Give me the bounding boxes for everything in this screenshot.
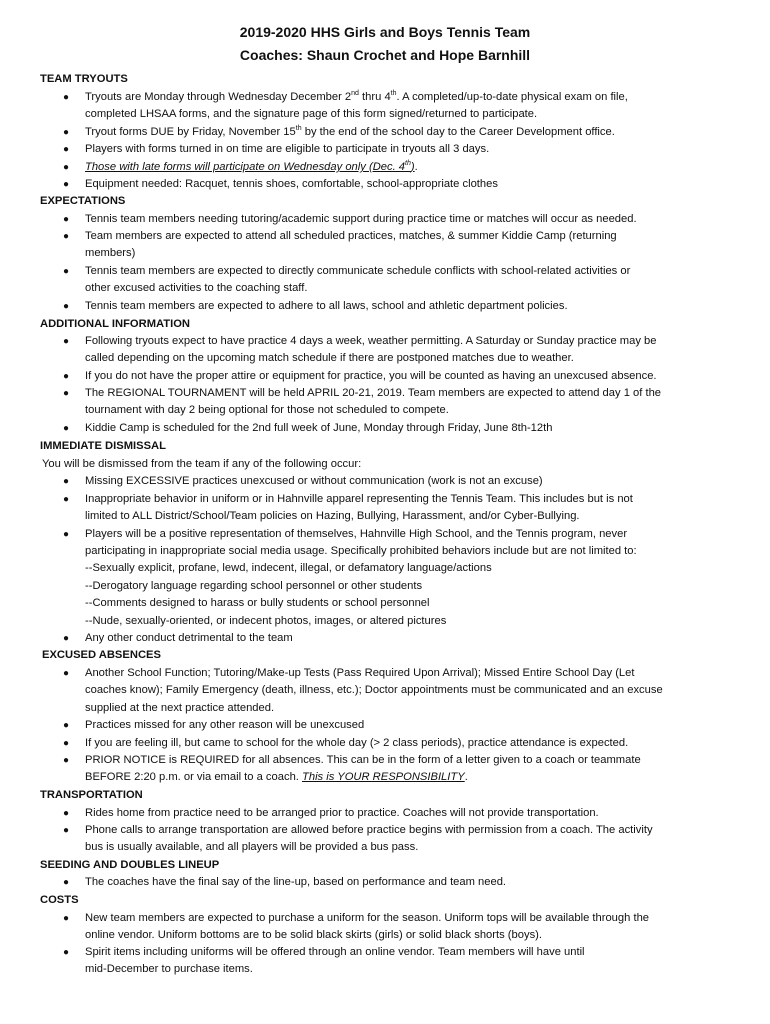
bullet-icon: ●: [63, 127, 70, 138]
list-item: New team members are expected to purchase a uniform for the season. Uniform tops will be available through the online vendor. Uniform bottoms are to be solid black skirts (girls) or solid black shorts (boys).: [85, 912, 650, 942]
list-item: The coaches have the final say of the line-up, based on performance and team need.: [85, 876, 507, 888]
section-heading-transportation: TRANSPORTATION: [40, 789, 143, 801]
list-item: Inappropriate behavior in uniform or in Hahnville apparel representing the Tennis Team. This includes but is not limited to ALL District/School/Team policies on Hazing, Bullying, Harassment, and/or Cyber-Bullying.: [85, 493, 633, 523]
list-item: Tennis team members are expected to directly communicate schedule conflicts with school-related activities or other excused activities to the coaching staff.: [85, 265, 631, 295]
bullet-icon: ●: [63, 633, 70, 644]
list-item: Any other conduct detrimental to the team: [85, 632, 293, 644]
bullet-icon: ●: [63, 529, 70, 540]
section-heading-seeding: SEEDING AND DOUBLES LINEUP: [40, 859, 220, 871]
bullet-icon: ●: [63, 947, 70, 958]
list-item: Missing EXCESSIVE practices unexcused or without communication (work is not an excuse): [85, 475, 543, 487]
section-heading-expectations: EXPECTATIONS: [40, 195, 126, 207]
bullet-icon: ●: [63, 720, 70, 731]
bullet-icon: ●: [63, 336, 70, 347]
list-item: If you do not have the proper attire or equipment for practice, you will be counted as having an unexcused absence.: [85, 370, 657, 382]
bullet-icon: ●: [63, 755, 70, 766]
dismissal-intro: You will be dismissed from the team if any of the following occur:: [42, 458, 362, 470]
list-item-late-forms: Those with late forms will participate on Wednesday only (Dec. 4th).: [85, 160, 418, 173]
bullet-icon: ●: [63, 144, 70, 155]
bullet-icon: ●: [63, 214, 70, 225]
list-item: Team members are expected to attend all scheduled practices, matches, & summer Kiddie Camp (returning members): [85, 230, 617, 260]
document-title: 2019-2020 HHS Girls and Boys Tennis Team: [239, 24, 531, 40]
list-item: PRIOR NOTICE is REQUIRED for all absences. This can be in the form of a letter given to a coach or teammate BEFORE 2:20 p.m. or via email to a coach. This is YOUR RESPONSIBILITY.: [85, 754, 641, 784]
bullet-icon: ●: [63, 668, 70, 679]
section-heading-additional: ADDITIONAL INFORMATION: [40, 318, 190, 330]
list-item: Phone calls to arrange transportation are allowed before practice begins with permission from a coach. The activity bus is usually available, and all players will be provided a bus pass.: [85, 824, 653, 854]
bullet-icon: ●: [63, 913, 70, 924]
bullet-icon: ●: [63, 476, 70, 487]
list-item: Rides home from practice need to be arranged prior to practice. Coaches will not provide transportation.: [85, 807, 599, 819]
prohibited-behavior: --Comments designed to harass or bully students or school personnel: [85, 597, 430, 609]
section-heading-excused: EXCUSED ABSENCES: [42, 649, 161, 661]
list-item: Tennis team members needing tutoring/academic support during practice time or matches will occur as needed.: [85, 213, 637, 225]
bullet-icon: ●: [63, 301, 70, 312]
bullet-icon: ●: [63, 825, 70, 836]
bullet-icon: ●: [63, 92, 70, 103]
list-item: Equipment needed: Racquet, tennis shoes, comfortable, school-appropriate clothes: [85, 178, 498, 190]
bullet-icon: ●: [63, 738, 70, 749]
list-item: Tryout forms DUE by Friday, November 15th by the end of the school day to the Career Development office.: [85, 125, 615, 138]
list-item: The REGIONAL TOURNAMENT will be held APRIL 20-21, 2019. Team members are expected to attend day 1 of the tournament with day 2 being optional for those not scheduled to compete.: [85, 387, 662, 417]
list-item: Kiddie Camp is scheduled for the 2nd full week of June, Monday through Friday, June 8th-12th: [85, 422, 553, 434]
coaches-subtitle: Coaches: Shaun Crochet and Hope Barnhill: [239, 47, 531, 63]
list-item: Tryouts are Monday through Wednesday December 2nd thru 4th. A completed/up-to-date physical exam on file, completed LHSAA forms, and the signature page of this form signed/returned to participate.: [85, 90, 628, 121]
section-heading-tryouts: TEAM TRYOUTS: [40, 73, 128, 85]
list-item: Players will be a positive representation of themselves, Hahnville High School, and the Tennis program, never participating in inappropriate social media usage. Specifically prohibited behaviors include but are not limited to:: [85, 528, 637, 558]
list-item: Players with forms turned in on time are eligible to participate in tryouts all 3 days.: [85, 143, 490, 155]
prohibited-behavior: --Sexually explicit, profane, lewd, indecent, illegal, or defamatory language/actions: [85, 562, 492, 574]
bullet-icon: ●: [63, 231, 70, 242]
section-heading-costs: COSTS: [40, 894, 79, 906]
bullet-icon: ●: [63, 266, 70, 277]
bullet-icon: ●: [63, 877, 70, 888]
list-item: Another School Function; Tutoring/Make-up Tests (Pass Required Upon Arrival); Missed Entire School Day (Let coaches know); Family Emergency (death, illness, etc.); Doctor appointments must be communicated and an excuse supplied at the next practice attended.: [85, 667, 663, 714]
list-item: Spirit items including uniforms will be offered through an online vendor. Team members will have until mid-December to purchase items.: [85, 946, 585, 976]
bullet-icon: ●: [63, 388, 70, 399]
bullet-icon: ●: [63, 179, 70, 190]
bullet-icon: ●: [63, 423, 70, 434]
bullet-icon: ●: [63, 371, 70, 382]
list-item: If you are feeling ill, but came to school for the whole day (> 2 class periods), practice attendance is expected.: [85, 737, 629, 749]
bullet-icon: ●: [63, 494, 70, 505]
bullet-icon: ●: [63, 808, 70, 819]
list-item: Practices missed for any other reason will be unexcused: [85, 719, 365, 731]
list-item: Following tryouts expect to have practice 4 days a week, weather permitting. A Saturday or Sunday practice may be called depending on the upcoming match schedule if there are postponed matches due to weather.: [85, 335, 657, 365]
prohibited-behavior: --Derogatory language regarding school personnel or other students: [85, 580, 423, 592]
prohibited-behavior: --Nude, sexually-oriented, or indecent photos, images, or altered pictures: [85, 615, 447, 627]
section-heading-dismissal: IMMEDIATE DISMISSAL: [40, 440, 166, 452]
bullet-icon: ●: [63, 162, 70, 173]
list-item: Tennis team members are expected to adhere to all laws, school and athletic department policies.: [85, 300, 568, 312]
